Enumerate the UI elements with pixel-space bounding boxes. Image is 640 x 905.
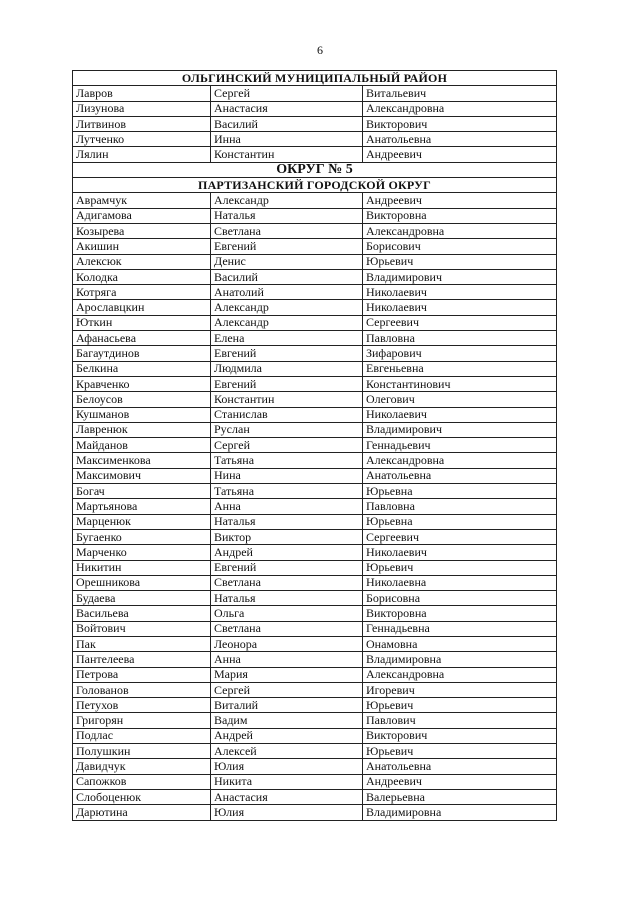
patronymic-cell: Сергеевич [363,315,557,330]
surname-cell: Пак [73,636,211,651]
patronymic-cell: Николаевич [363,407,557,422]
first-name-cell: Александр [211,300,363,315]
first-name-cell: Наталья [211,208,363,223]
table-row [73,682,557,697]
first-name-cell: Виталий [211,698,363,713]
candidates-table [72,70,557,821]
patronymic-cell: Юрьевич [363,254,557,269]
surname-cell: Майданов [73,438,211,453]
first-name-cell: Анатолий [211,285,363,300]
patronymic-cell: Юрьевич [363,698,557,713]
table-row [73,575,557,590]
patronymic-cell: Юрьевна [363,514,557,529]
surname-cell: Будаева [73,591,211,606]
surname-cell: Афанасьева [73,331,211,346]
first-name-cell: Людмила [211,361,363,376]
table-row [73,698,557,713]
patronymic-cell: Валерьевна [363,789,557,804]
surname-cell: Дарютина [73,805,211,820]
surname-cell: Бугаенко [73,529,211,544]
municipality-header-row [73,178,557,193]
first-name-cell: Юлия [211,805,363,820]
surname-cell: Сапожков [73,774,211,789]
patronymic-cell: Андреевич [363,774,557,789]
patronymic-cell: Николаевна [363,575,557,590]
table-row [73,86,557,101]
patronymic-cell: Борисович [363,239,557,254]
district-header-row [73,71,557,86]
table-row [73,438,557,453]
first-name-cell: Светлана [211,621,363,636]
patronymic-cell: Сергеевич [363,529,557,544]
table-row [73,636,557,651]
first-name-cell: Юлия [211,759,363,774]
patronymic-cell: Анатольевна [363,132,557,147]
first-name-cell: Василий [211,116,363,131]
first-name-cell: Нина [211,468,363,483]
patronymic-cell: Павлович [363,713,557,728]
surname-cell: Богач [73,484,211,499]
table-row [73,759,557,774]
table-row [73,208,557,223]
surname-cell: Кравченко [73,376,211,391]
patronymic-cell: Онамовна [363,636,557,651]
table-row [73,239,557,254]
table-row [73,116,557,131]
table-row [73,713,557,728]
table-row [73,361,557,376]
surname-cell: Адигамова [73,208,211,223]
patronymic-cell: Юрьевич [363,560,557,575]
surname-cell: Максимович [73,468,211,483]
patronymic-cell: Павловна [363,499,557,514]
first-name-cell: Ольга [211,606,363,621]
first-name-cell: Василий [211,269,363,284]
patronymic-cell: Юрьевич [363,744,557,759]
first-name-cell: Мария [211,667,363,682]
patronymic-cell: Викторовна [363,208,557,223]
surname-cell: Пантелеева [73,652,211,667]
surname-cell: Петрова [73,667,211,682]
surname-cell: Кушманов [73,407,211,422]
surname-cell: Лизунова [73,101,211,116]
table-row [73,529,557,544]
patronymic-cell: Владимирович [363,422,557,437]
first-name-cell: Евгений [211,346,363,361]
table-row [73,392,557,407]
table-row [73,147,557,162]
table-row [73,744,557,759]
surname-cell: Лутченко [73,132,211,147]
patronymic-cell: Константинович [363,376,557,391]
patronymic-cell: Александровна [363,667,557,682]
table-row [73,376,557,391]
patronymic-cell: Павловна [363,331,557,346]
surname-cell: Петухов [73,698,211,713]
table-row [73,453,557,468]
surname-cell: Войтович [73,621,211,636]
first-name-cell: Сергей [211,438,363,453]
table-row [73,545,557,560]
table-body [73,71,557,821]
surname-cell: Колодка [73,269,211,284]
table-row [73,606,557,621]
surname-cell: Козырева [73,223,211,238]
first-name-cell: Алексей [211,744,363,759]
first-name-cell: Андрей [211,728,363,743]
patronymic-cell: Александровна [363,453,557,468]
first-name-cell: Анна [211,652,363,667]
table-row [73,285,557,300]
table-row [73,499,557,514]
first-name-cell: Татьяна [211,484,363,499]
surname-cell: Мартьянова [73,499,211,514]
surname-cell: Марченко [73,545,211,560]
first-name-cell: Наталья [211,591,363,606]
municipality-header: ПАРТИЗАНСКИЙ ГОРОДСКОЙ ОКРУГ [73,178,557,193]
table-row [73,805,557,820]
table-row [73,101,557,116]
first-name-cell: Наталья [211,514,363,529]
first-name-cell: Сергей [211,86,363,101]
table-row [73,621,557,636]
surname-cell: Лялин [73,147,211,162]
surname-cell: Григорян [73,713,211,728]
surname-cell: Литвинов [73,116,211,131]
patronymic-cell: Игоревич [363,682,557,697]
surname-cell: Алексюк [73,254,211,269]
surname-cell: Лавренюк [73,422,211,437]
first-name-cell: Анна [211,499,363,514]
surname-cell: Максименкова [73,453,211,468]
patronymic-cell: Анатольевна [363,759,557,774]
patronymic-cell: Юрьевна [363,484,557,499]
district-header: ОЛЬГИНСКИЙ МУНИЦИПАЛЬНЫЙ РАЙОН [73,71,557,86]
surname-cell: Котряга [73,285,211,300]
table-row [73,254,557,269]
table-row [73,331,557,346]
patronymic-cell: Анатольевна [363,468,557,483]
surname-cell: Полушкин [73,744,211,759]
first-name-cell: Евгений [211,560,363,575]
patronymic-cell: Андреевич [363,193,557,208]
first-name-cell: Станислав [211,407,363,422]
patronymic-cell: Викторович [363,116,557,131]
first-name-cell: Александр [211,193,363,208]
table-row [73,132,557,147]
first-name-cell: Андрей [211,545,363,560]
table-row [73,789,557,804]
patronymic-cell: Олегович [363,392,557,407]
patronymic-cell: Николаевич [363,285,557,300]
surname-cell: Марценюк [73,514,211,529]
surname-cell: Лавров [73,86,211,101]
patronymic-cell: Владимирович [363,269,557,284]
surname-cell: Багаутдинов [73,346,211,361]
patronymic-cell: Андреевич [363,147,557,162]
surname-cell: Голованов [73,682,211,697]
patronymic-cell: Викторович [363,728,557,743]
okrug-header-row [73,162,557,177]
table-row [73,591,557,606]
surname-cell: Акишин [73,239,211,254]
table-row [73,728,557,743]
table-row [73,667,557,682]
surname-cell: Белоусов [73,392,211,407]
table-row [73,300,557,315]
patronymic-cell: Евгеньевна [363,361,557,376]
first-name-cell: Виктор [211,529,363,544]
patronymic-cell: Александровна [363,223,557,238]
table-row [73,223,557,238]
surname-cell: Орешникова [73,575,211,590]
table-row [73,193,557,208]
patronymic-cell: Геннадьевич [363,438,557,453]
page-number: 6 [317,43,323,57]
first-name-cell: Константин [211,147,363,162]
first-name-cell: Елена [211,331,363,346]
table-row [73,315,557,330]
surname-cell: Васильева [73,606,211,621]
first-name-cell: Константин [211,392,363,407]
table-row [73,514,557,529]
first-name-cell: Анастасия [211,101,363,116]
table-row [73,774,557,789]
surname-cell: Арославцкин [73,300,211,315]
surname-cell: Аврамчук [73,193,211,208]
surname-cell: Белкина [73,361,211,376]
table-row [73,652,557,667]
patronymic-cell: Николаевич [363,545,557,560]
first-name-cell: Евгений [211,376,363,391]
first-name-cell: Руслан [211,422,363,437]
table-row [73,407,557,422]
first-name-cell: Никита [211,774,363,789]
first-name-cell: Светлана [211,575,363,590]
first-name-cell: Инна [211,132,363,147]
patronymic-cell: Викторовна [363,606,557,621]
surname-cell: Давидчук [73,759,211,774]
first-name-cell: Александр [211,315,363,330]
surname-cell: Никитин [73,560,211,575]
first-name-cell: Светлана [211,223,363,238]
patronymic-cell: Александровна [363,101,557,116]
first-name-cell: Леонора [211,636,363,651]
table-row [73,269,557,284]
table-row [73,560,557,575]
first-name-cell: Анастасия [211,789,363,804]
table-row [73,422,557,437]
first-name-cell: Евгений [211,239,363,254]
patronymic-cell: Владимировна [363,652,557,667]
patronymic-cell: Владимировна [363,805,557,820]
surname-cell: Юткин [73,315,211,330]
surname-cell: Слобоценюк [73,789,211,804]
patronymic-cell: Борисовна [363,591,557,606]
first-name-cell: Денис [211,254,363,269]
patronymic-cell: Витальевич [363,86,557,101]
patronymic-cell: Николаевич [363,300,557,315]
okrug-header: ОКРУГ № 5 [73,162,557,177]
first-name-cell: Татьяна [211,453,363,468]
table-row [73,484,557,499]
surname-cell: Подлас [73,728,211,743]
patronymic-cell: Зифарович [363,346,557,361]
first-name-cell: Вадим [211,713,363,728]
patronymic-cell: Геннадьевна [363,621,557,636]
table-row [73,346,557,361]
table-row [73,468,557,483]
first-name-cell: Сергей [211,682,363,697]
